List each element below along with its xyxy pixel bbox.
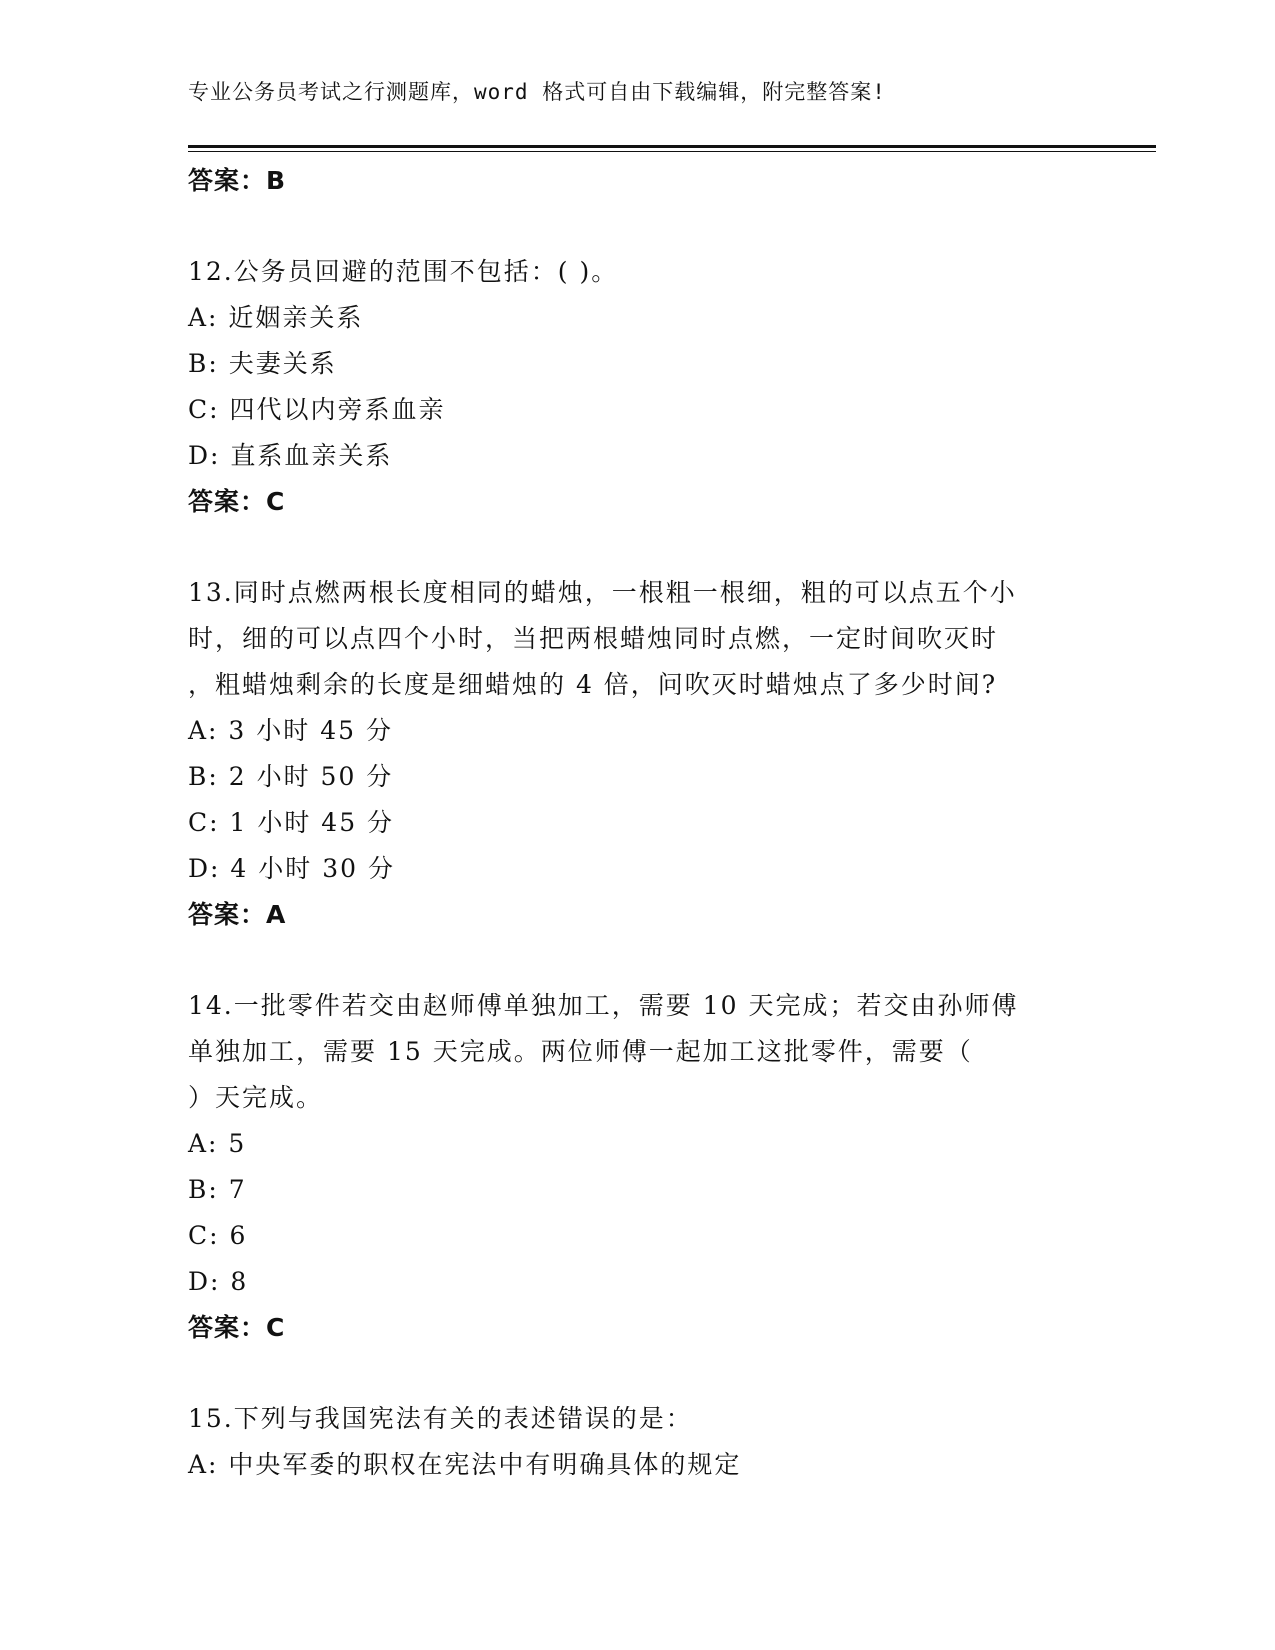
option-c: C: 1 小时 45 分	[188, 808, 395, 837]
question-15	[188, 1396, 1088, 1488]
question-stem: 12.公务员回避的范围不包括：( )。	[188, 257, 619, 286]
question-stem: 单独加工，需要 15 天完成。两位师傅一起加工这批零件，需要（	[188, 1037, 973, 1066]
option-d: D: 8	[188, 1267, 249, 1296]
option-b: B: 夫妻关系	[188, 349, 337, 378]
question-stem: ，粗蜡烛剩余的长度是细蜡烛的 4 倍，问吹灭时蜡烛点了多少时间?	[188, 670, 998, 699]
option-b: B: 7	[188, 1175, 247, 1204]
answer-line: 答案：C	[188, 487, 286, 516]
header-rule-thin	[188, 151, 1156, 152]
option-b: B: 2 小时 50 分	[188, 762, 394, 791]
question-12	[188, 249, 1088, 525]
question-stem: 时，细的可以点四个小时，当把两根蜡烛同时点燃，一定时间吹灭时	[188, 624, 999, 653]
option-a: A: 中央军委的职权在宪法中有明确具体的规定	[188, 1450, 742, 1479]
option-d: D: 4 小时 30 分	[188, 854, 395, 883]
question-stem: 14.一批零件若交由赵师傅单独加工，需要 10 天完成；若交由孙师傅	[188, 991, 1019, 1020]
option-c: C: 四代以内旁系血亲	[188, 395, 446, 424]
header-rule-thick	[188, 145, 1156, 148]
option-a: A: 3 小时 45 分	[188, 716, 393, 745]
question-13	[188, 570, 1088, 938]
answer-line: 答案：A	[188, 900, 287, 929]
answer-line: 答案：B	[188, 166, 287, 195]
option-d: D: 直系血亲关系	[188, 441, 393, 470]
answer-line: 答案：C	[188, 1313, 286, 1342]
question-14	[188, 983, 1088, 1351]
option-c: C: 6	[188, 1221, 248, 1250]
question-stem: 15.下列与我国宪法有关的表述错误的是：	[188, 1404, 693, 1433]
option-a: A: 5	[188, 1129, 247, 1158]
page-header: 专业公务员考试之行测题库，word 格式可自由下载编辑，附完整答案!	[188, 80, 886, 104]
document-body	[188, 158, 1088, 1488]
question-stem: 13.同时点燃两根长度相同的蜡烛，一根粗一根细，粗的可以点五个小	[188, 578, 1017, 607]
question-stem: ）天完成。	[188, 1083, 324, 1112]
option-a: A: 近姻亲关系	[188, 303, 364, 332]
